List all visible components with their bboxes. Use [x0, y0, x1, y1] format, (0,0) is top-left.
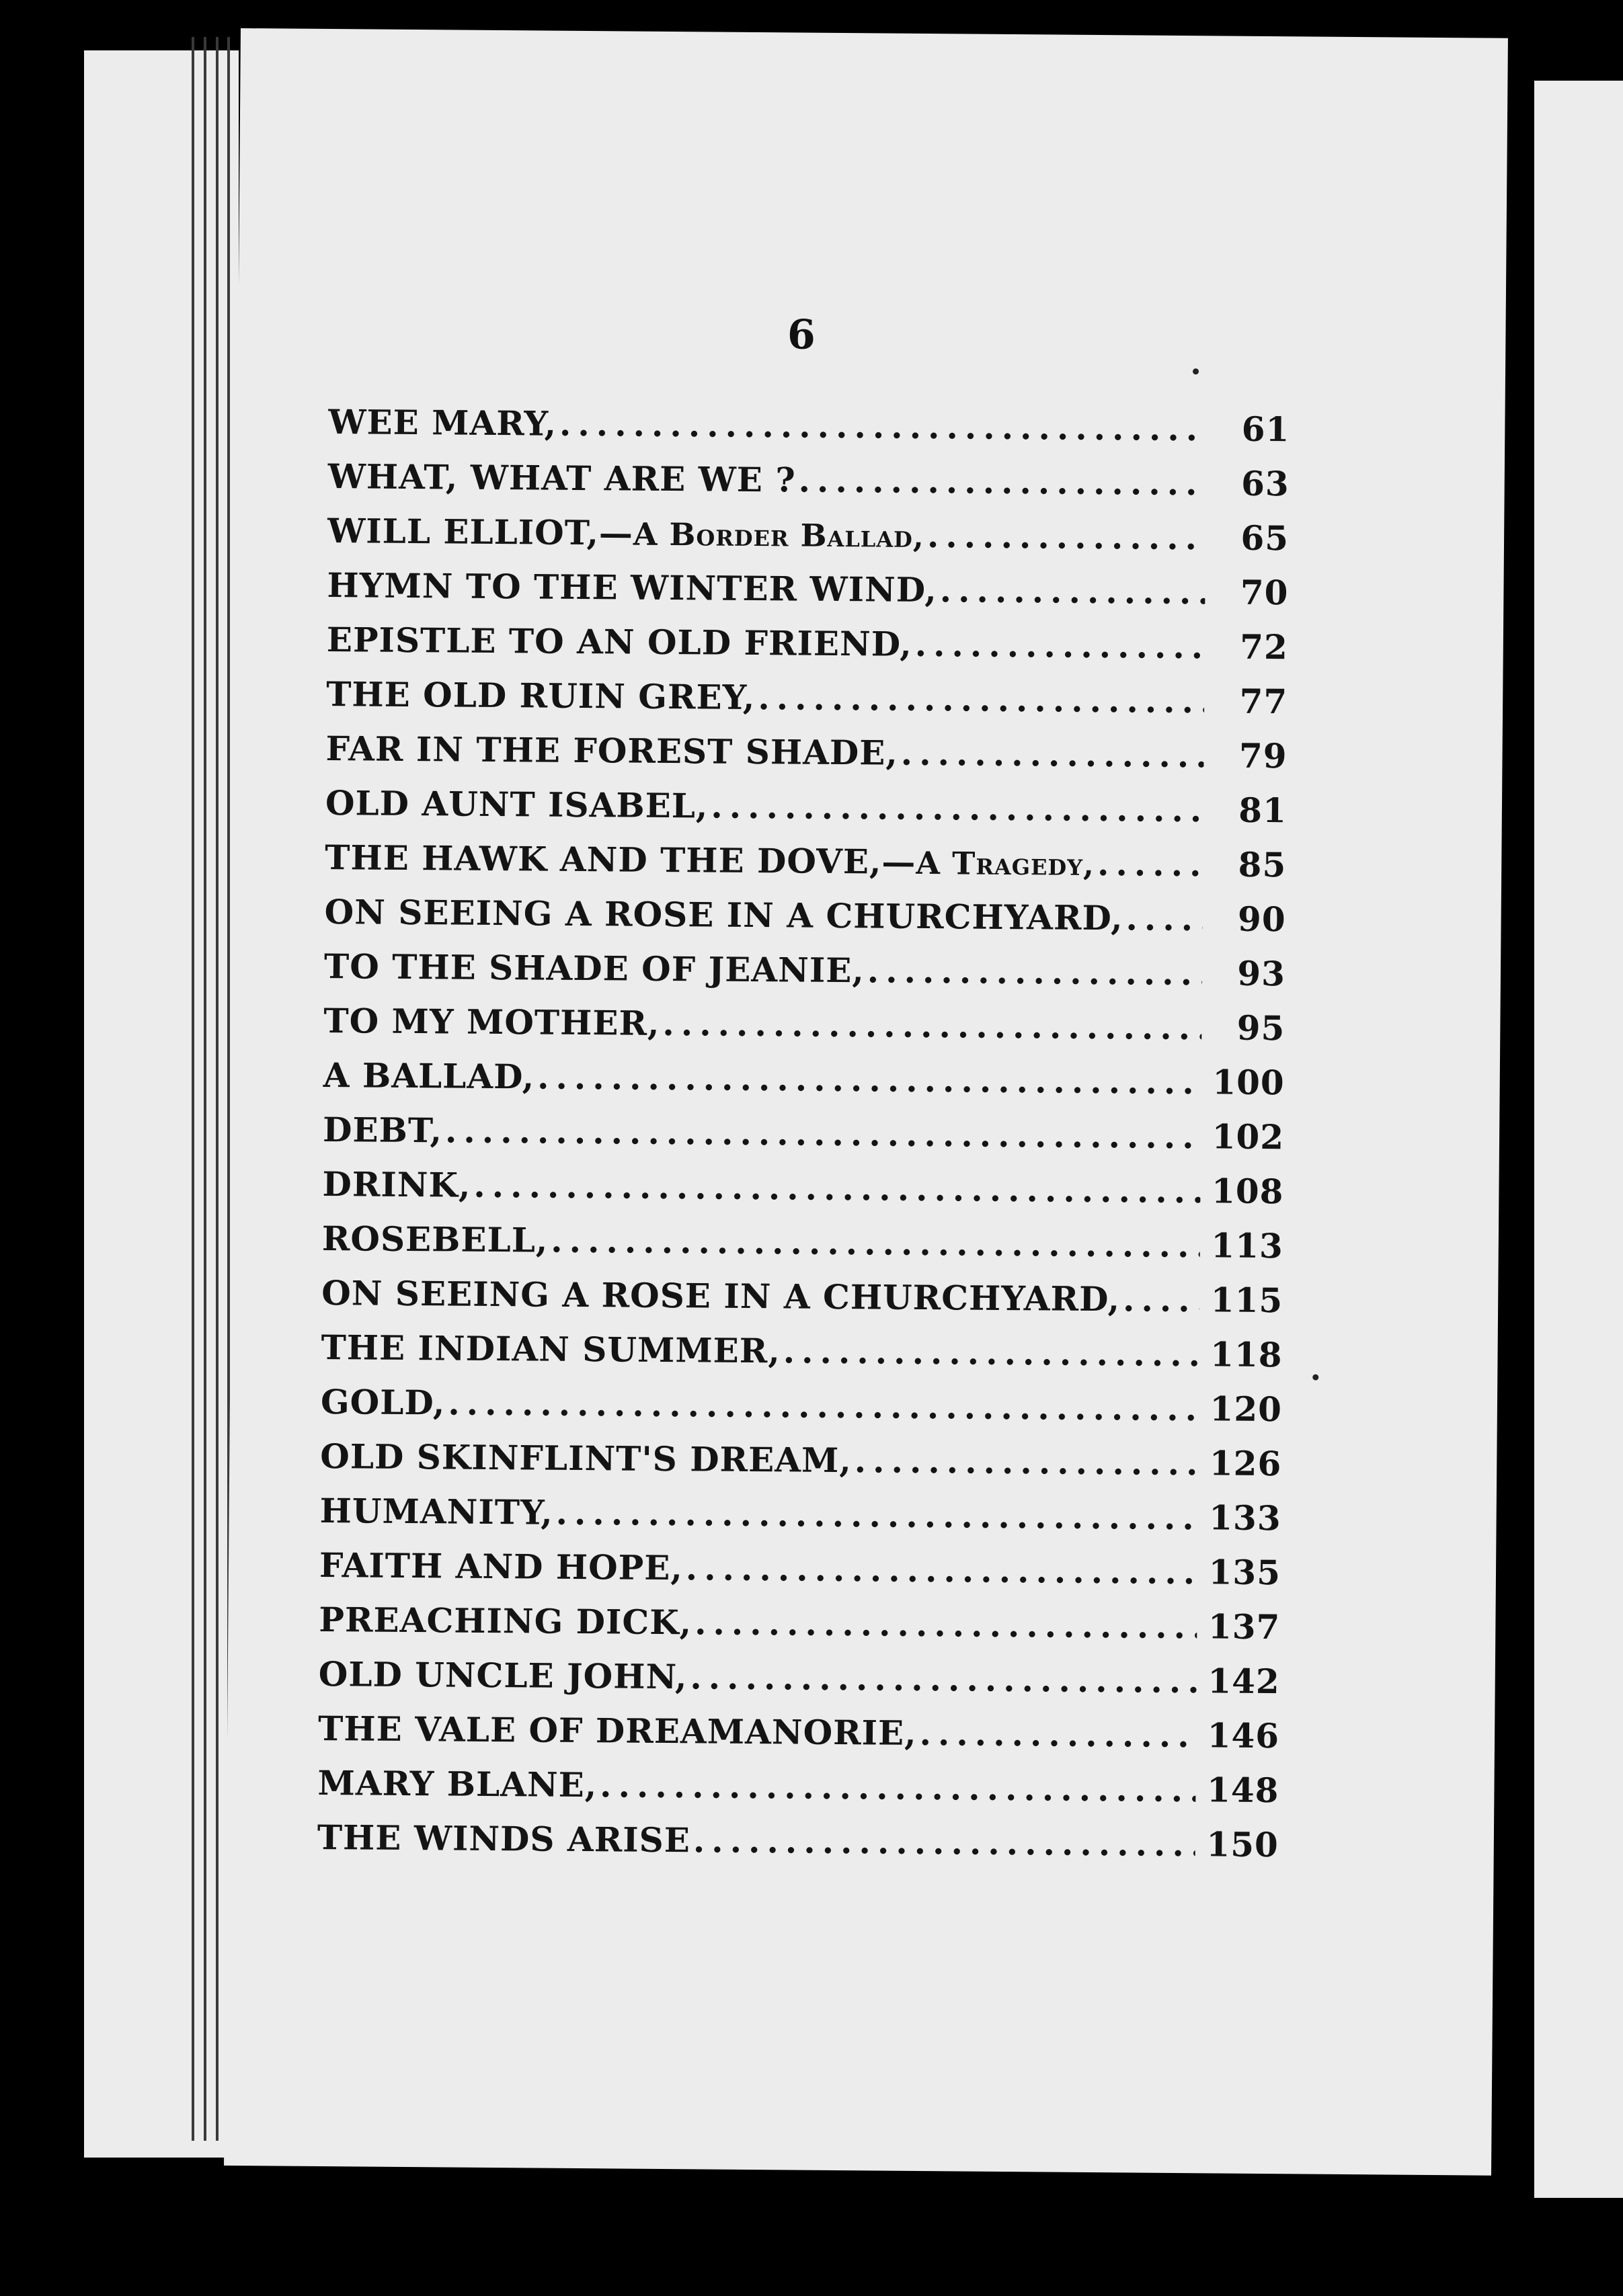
- toc-entry-page-number: 150: [1206, 1824, 1279, 1865]
- toc-entry-subtitle: A Tragedy,: [916, 844, 1095, 883]
- ink-speck: [1193, 368, 1199, 374]
- dot-leader: [551, 1221, 1200, 1266]
- dot-leader: [559, 404, 1207, 449]
- toc-entry: [317, 1763, 1279, 1825]
- toc-entry-title: FAITH AND HOPE,: [319, 1545, 684, 1588]
- toc-entry: [327, 456, 1290, 518]
- toc-entry-page-number: 77: [1239, 681, 1288, 722]
- dot-leader: [927, 516, 1206, 557]
- toc-entry-page-number: 148: [1206, 1770, 1279, 1811]
- toc-entry: [324, 892, 1286, 954]
- table-of-contents: [317, 402, 1290, 1879]
- dot-leader: [914, 624, 1205, 666]
- toc-entry-title: EPISTLE TO AN OLD FRIEND,: [326, 620, 912, 664]
- toc-entry-page-number: 135: [1208, 1552, 1281, 1593]
- dot-leader: [901, 733, 1204, 776]
- dot-leader: [473, 1165, 1201, 1211]
- toc-entry: [324, 946, 1286, 1008]
- toc-entry-page-number: 133: [1209, 1498, 1281, 1539]
- toc-entry-page-number: 102: [1212, 1116, 1285, 1157]
- right-page-edge: [1534, 81, 1623, 2198]
- toc-entry: [322, 1164, 1284, 1226]
- toc-entry-page-number: 137: [1208, 1606, 1281, 1647]
- toc-entry: [327, 511, 1290, 573]
- toc-entry: [326, 620, 1288, 682]
- toc-entry-title: OLD UNCLE JOHN,: [318, 1653, 688, 1697]
- dot-leader: [1123, 1279, 1200, 1319]
- ink-speck: [1312, 1375, 1318, 1381]
- toc-entry-title: THE HAWK AND THE DOVE,—: [325, 837, 916, 882]
- dot-leader: [867, 950, 1203, 993]
- toc-entry: [323, 1055, 1285, 1117]
- toc-entry-title: TO THE SHADE OF JEANIE,: [323, 946, 865, 991]
- toc-entry-title: THE OLD RUIN GREY,: [325, 674, 756, 718]
- toc-entry: [319, 1545, 1281, 1607]
- toc-entry-page-number: 70: [1240, 572, 1289, 613]
- toc-entry: [325, 837, 1287, 899]
- toc-entry: [325, 729, 1288, 790]
- toc-entry: [319, 1600, 1281, 1662]
- toc-entry-title: HUMANITY,: [319, 1490, 553, 1532]
- dot-leader: [686, 1548, 1198, 1592]
- toc-entry-page-number: 120: [1210, 1389, 1283, 1430]
- toc-entry-title: WHAT, WHAT ARE WE ?: [327, 456, 796, 500]
- toc-entry-page-number: 100: [1212, 1062, 1285, 1103]
- book-page: [224, 28, 1508, 2176]
- toc-entry-page-number: 72: [1239, 626, 1289, 667]
- dot-leader: [690, 1657, 1197, 1700]
- toc-entry-page-number: 65: [1240, 518, 1290, 559]
- toc-entry: [323, 1110, 1285, 1172]
- dot-leader: [695, 1602, 1197, 1646]
- dot-leader: [555, 1493, 1197, 1537]
- toc-entry-title: DRINK,: [322, 1164, 471, 1205]
- toc-entry-title: MARY BLANE,: [317, 1762, 598, 1805]
- toc-entry-page-number: 61: [1241, 409, 1290, 450]
- dot-leader: [537, 1057, 1201, 1102]
- toc-entry-subtitle: A Border Ballad,: [633, 516, 925, 555]
- toc-entry-page-number: 146: [1207, 1715, 1280, 1756]
- toc-entry-page-number: 108: [1211, 1171, 1284, 1212]
- toc-entry: [318, 1654, 1280, 1716]
- toc-entry-page-number: 115: [1210, 1280, 1283, 1321]
- toc-entry: [323, 1001, 1285, 1063]
- toc-entry: [321, 1382, 1283, 1444]
- dot-leader: [448, 1383, 1199, 1428]
- dot-leader: [1097, 844, 1203, 884]
- toc-entry-page-number: 126: [1209, 1443, 1282, 1484]
- dot-leader: [940, 570, 1205, 612]
- dot-leader: [758, 678, 1204, 721]
- toc-entry-title: OLD AUNT ISABEL,: [325, 783, 709, 826]
- toc-entry-title: PREACHING DICK,: [319, 1599, 692, 1643]
- toc-entry: [327, 565, 1289, 627]
- toc-entry-page-number: 93: [1237, 953, 1286, 994]
- toc-entry-title: THE VALE OF DREAMANORIE,: [317, 1708, 917, 1753]
- toc-entry-title: THE INDIAN SUMMER,: [321, 1327, 781, 1371]
- toc-entry-title: GOLD,: [320, 1381, 446, 1423]
- dot-leader: [711, 786, 1203, 830]
- toc-entry-title: TO MY MOTHER,: [323, 1001, 660, 1043]
- dot-leader: [783, 1331, 1199, 1374]
- toc-entry-page-number: 81: [1238, 790, 1288, 831]
- toc-entry-page-number: 79: [1238, 735, 1288, 776]
- toc-entry: [320, 1436, 1282, 1498]
- dot-leader: [445, 1110, 1201, 1156]
- toc-entry-page-number: 118: [1210, 1334, 1283, 1375]
- toc-entry-title: OLD SKINFLINT'S DREAM,: [320, 1436, 853, 1481]
- toc-entry: [317, 1817, 1279, 1879]
- toc-entry-title: HYMN TO THE WINTER WIND,: [327, 565, 937, 610]
- toc-entry-title: A BALLAD,: [323, 1055, 535, 1097]
- toc-entry-title: WEE MARY,: [328, 402, 557, 444]
- toc-entry-page-number: 113: [1211, 1225, 1284, 1266]
- dot-leader: [693, 1820, 1195, 1864]
- toc-entry-title: ON SEEING A ROSE IN A CHURCHYARD,: [324, 892, 1123, 938]
- toc-entry-page-number: 85: [1238, 844, 1287, 885]
- toc-entry: [328, 402, 1290, 464]
- toc-entry-title: WILL ELLIOT,—: [327, 511, 634, 553]
- toc-entry: [326, 674, 1288, 736]
- toc-entry-title: FAR IN THE FOREST SHADE,: [325, 729, 899, 773]
- toc-entry-page-number: 90: [1237, 899, 1286, 940]
- toc-entry-page-number: 142: [1208, 1661, 1280, 1702]
- toc-entry: [321, 1219, 1283, 1280]
- dot-leader: [798, 460, 1206, 503]
- toc-entry-page-number: 95: [1236, 1008, 1285, 1049]
- toc-entry: [321, 1327, 1283, 1389]
- toc-entry: [321, 1273, 1283, 1335]
- toc-entry: [319, 1491, 1281, 1553]
- toc-entry-title: THE WINDS ARISE: [317, 1817, 691, 1860]
- toc-entry-title: ROSEBELL,: [321, 1219, 549, 1260]
- dot-leader: [662, 1003, 1201, 1047]
- toc-entry: [318, 1709, 1280, 1770]
- dot-leader: [1125, 898, 1203, 938]
- page-number: 6: [787, 311, 816, 359]
- dot-leader: [919, 1713, 1196, 1755]
- dot-leader: [855, 1440, 1199, 1483]
- toc-entry-page-number: 63: [1240, 463, 1290, 504]
- dot-leader: [600, 1765, 1196, 1809]
- toc-entry-title: DEBT,: [322, 1110, 443, 1151]
- toc-entry: [325, 783, 1288, 845]
- toc-entry-title: ON SEEING A ROSE IN A CHURCHYARD,: [321, 1273, 1121, 1319]
